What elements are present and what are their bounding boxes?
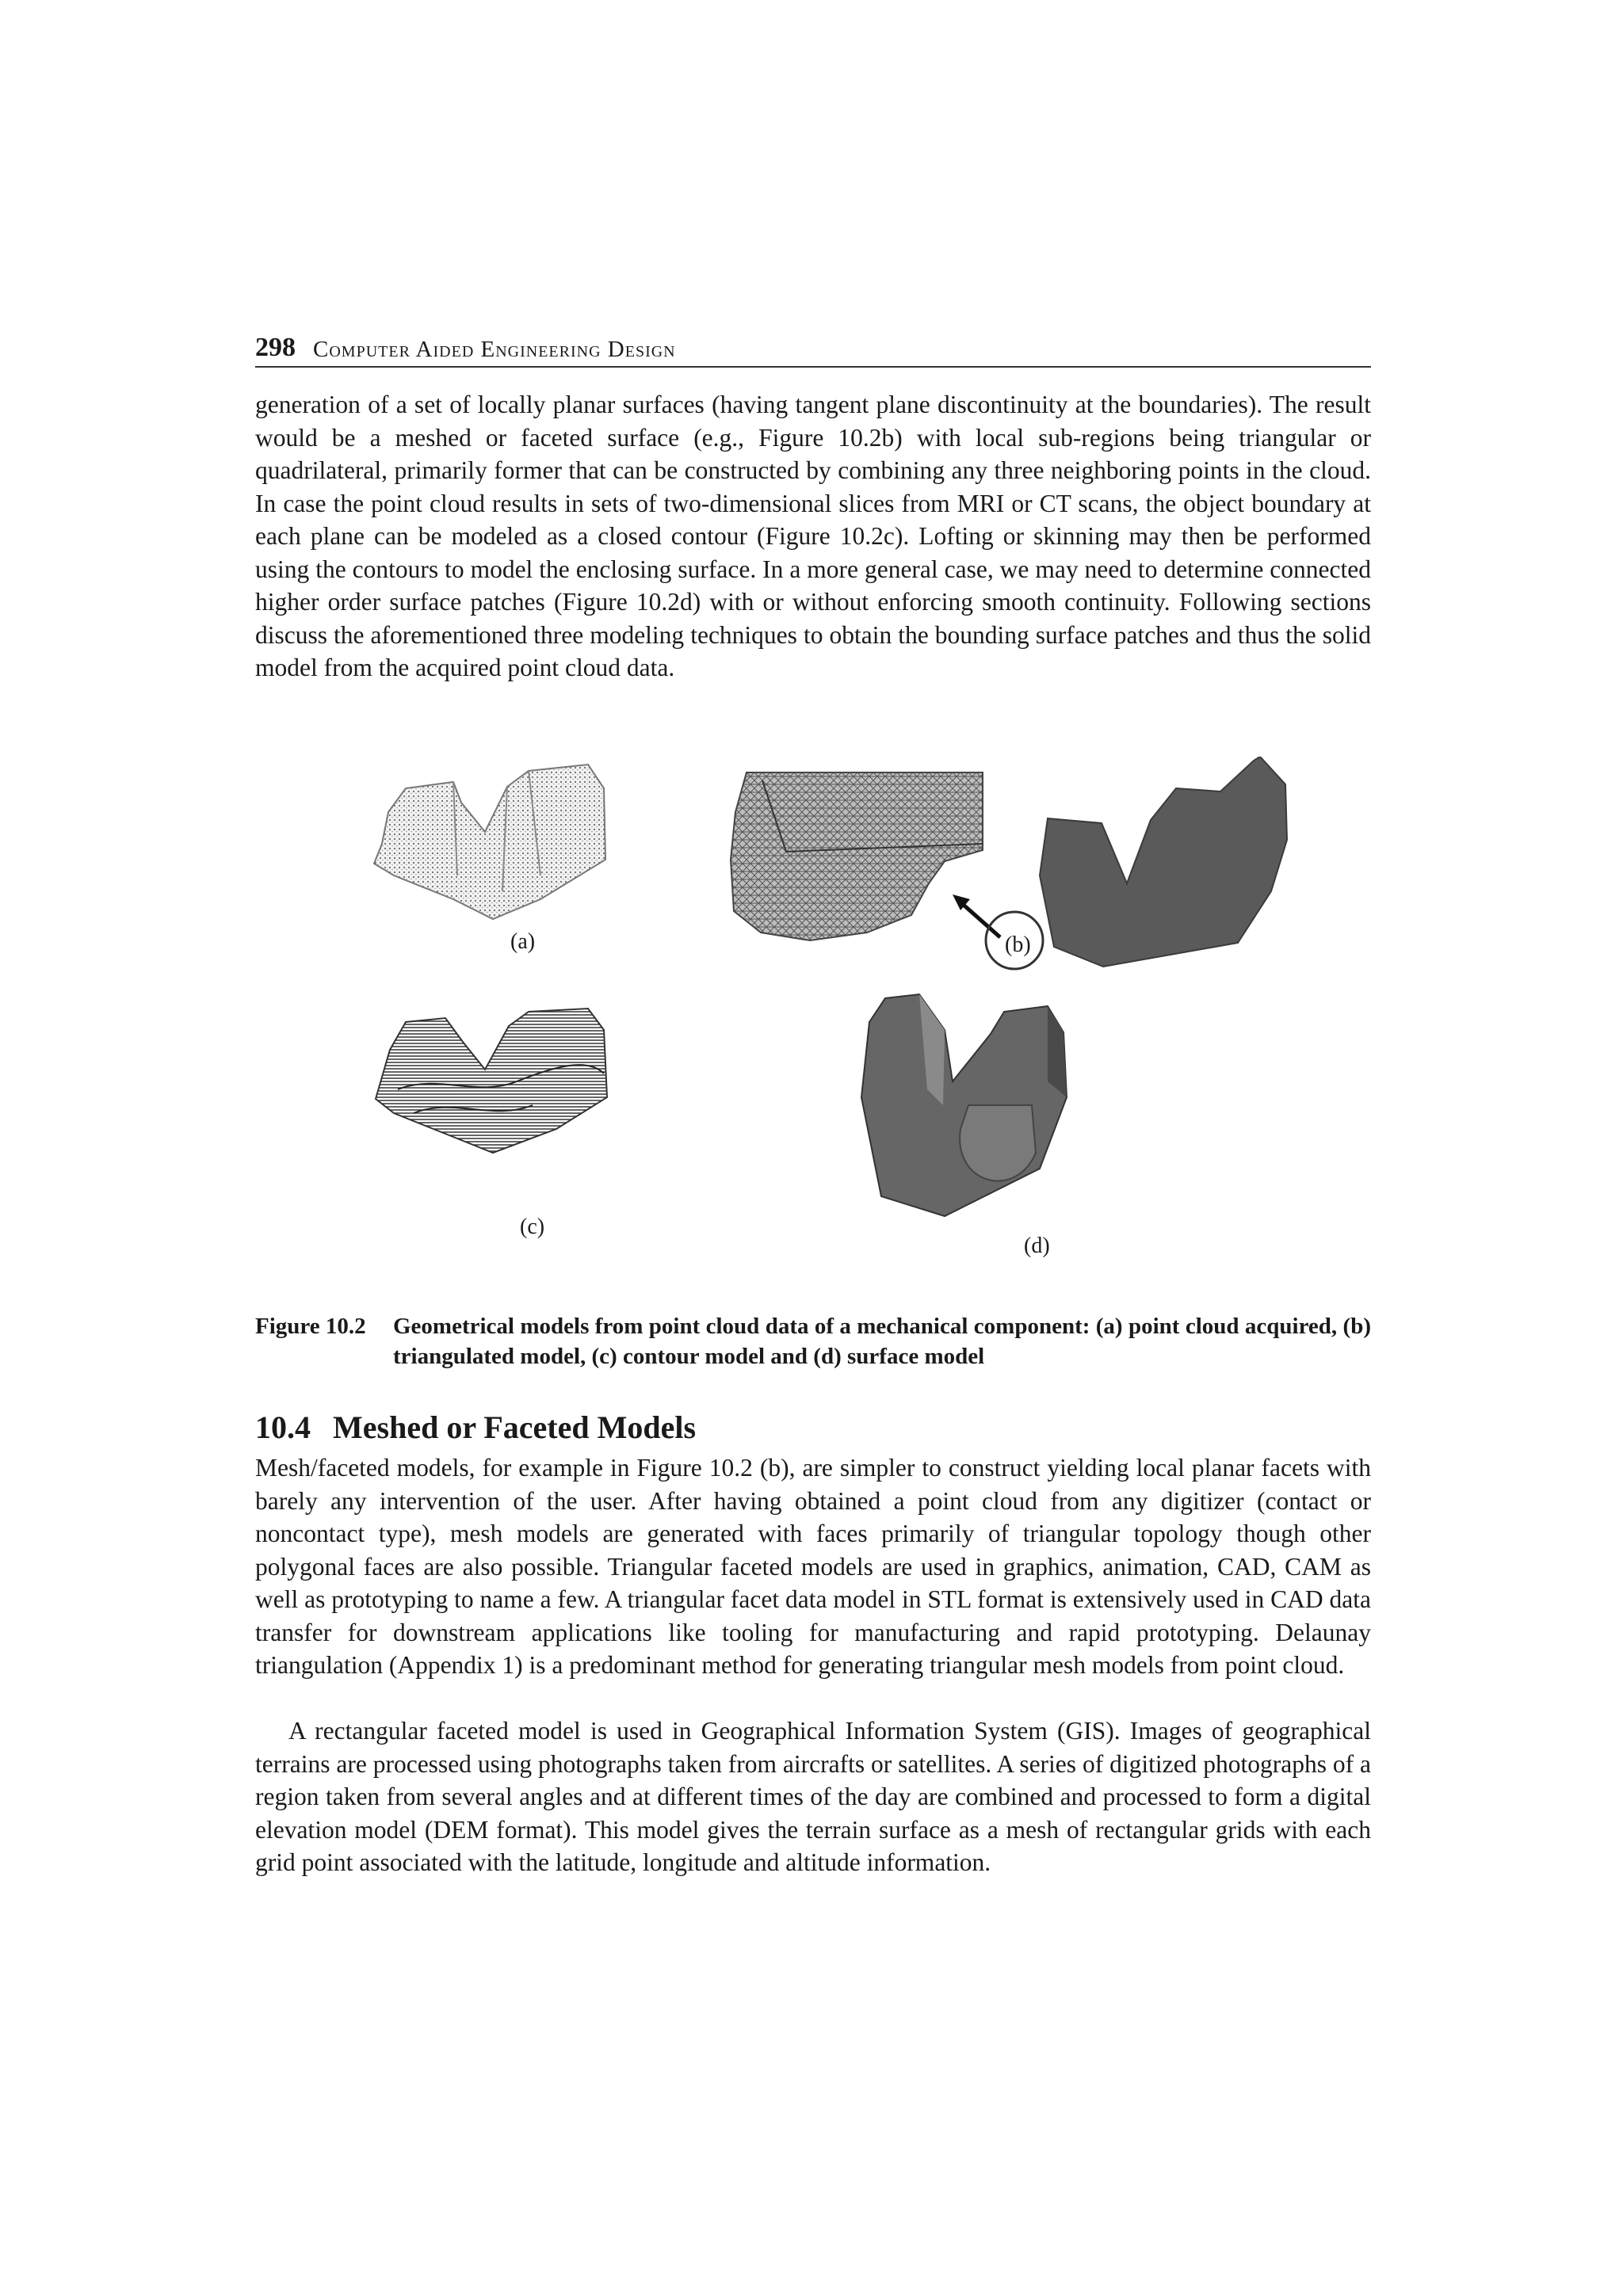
panel-label-d: (d) [1024,1234,1050,1258]
arrow-icon [953,894,1000,937]
figure-caption [255,1311,1371,1371]
figure-illustrations [255,757,1371,1295]
section-paragraph-1: Mesh/faceted models, for example in Figure 10.2 (b), are simpler to construct yielding local planar facets with barely any intervention of the user. After having obtained a point cloud from any digitizer (contact or noncontact type), mesh models are generated with faces primarily of triangular topology though other polygonal faces are also possible. Triangular faceted models are used in graphics, animation, CAD, CAM as well as prototyping to name a few. A triangular facet data model in STL format is extensively used in CAD data transfer for downstream applications like tooling for manufacturing and rapid prototyping. Delaunay triangulation (Appendix 1) is a predominant method for generating triangular mesh models from point cloud. [255,1454,1371,1679]
section-paragraph-2: A rectangular faceted model is used in Geographical Information System (GIS). Images of geographical terrains are processed using photographs taken from aircrafts or satellites. A series of digitized photographs of a region taken from several angles and at different times of the day are combined and processed to form a digital elevation model (DEM format). This model gives the terrain surface as a mesh of rectangular grids with each grid point associated with the latitude, longitude and altitude information. [255,1717,1371,1876]
section-title: Meshed or Faceted Models [333,1409,697,1445]
book-title: Computer Aided Engineering Design [313,337,676,362]
caption-text: Geometrical models from point cloud data of a mechanical component: (a) point cloud acquired, (b) triangulated model, (c) contour model and (d) surface model [393,1314,1371,1369]
triangulated-solid-model [986,757,1287,969]
panel-label-b: (b) [1005,933,1031,957]
panel-label-c: (c) [520,1215,545,1239]
caption-label: Figure 10.2 [255,1314,366,1339]
figure-10-2 [255,757,1371,1295]
section-number: 10.4 [255,1409,311,1445]
panel-label-a: (a) [510,929,536,954]
running-head [255,331,1371,368]
triangulated-mesh-closeup [731,772,983,940]
section-heading [255,1409,696,1446]
intro-paragraph: generation of a set of locally planar surfaces (having tangent plane discontinuity at the boundaries). The result would be a meshed or faceted surface (e.g., Figure 10.2b) with local sub-regions being triangular or quadrilateral, primarily former that can be constructed by combining any three neighboring points in the cloud. In case the point cloud results in sets of two-dimensional slices from MRI or CT scans, the object boundary at each plane can be modeled as a closed contour (Figure 10.2c). Lofting or skinning may then be performed using the contours to model the enclosing surface. In a more general case, we may need to determine connected higher order surface patches (Figure 10.2d) with or without enforcing smooth continuity. Following sections discuss the aforementioned three modeling techniques to obtain the bounding surface patches and thus the solid model from the acquired point cloud data. [255,391,1371,681]
contour-model [376,1009,607,1153]
point-cloud-model [374,765,605,919]
surface-model [861,994,1067,1216]
page-number: 298 [255,333,296,362]
